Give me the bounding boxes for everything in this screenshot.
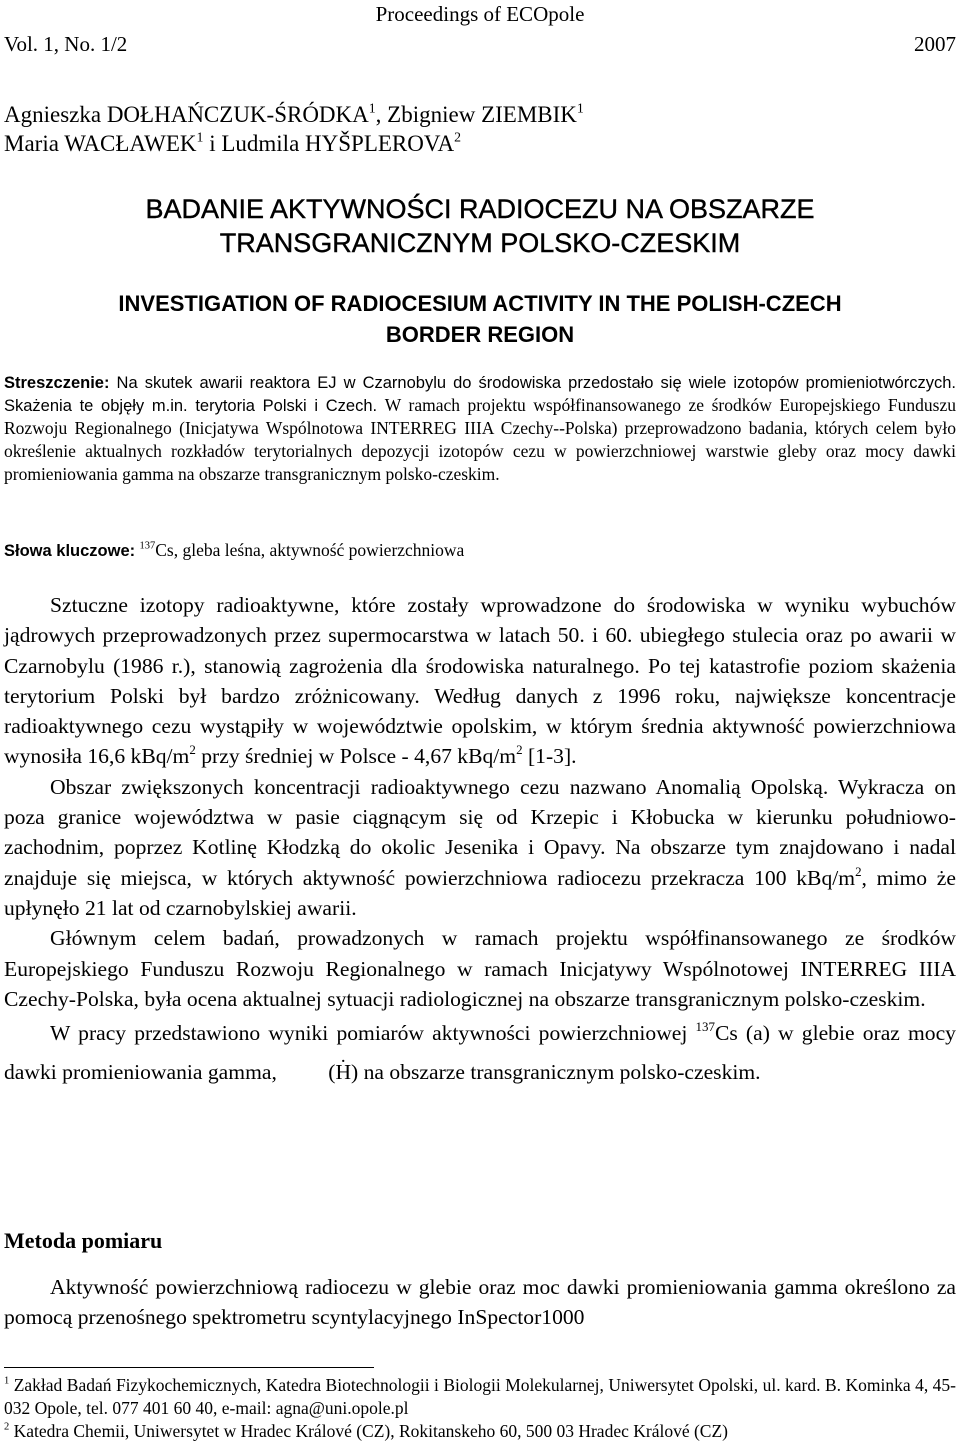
superscript: 2 [189,742,196,758]
footnote-mark: 1 [4,1375,10,1387]
paragraph: Głównym celem badań, prowadzonych w ramach projektu współfinansowanego ze środków Europejskiego Funduszu Rozwoju Regionalnego w ramach Inicjatywy Wspólnotowej INTERREG IIIA Czechy-Polska, była ocena aktualnej sytuacji radiologicznej na obszarze transgranicznym polsko-czeskim. [4,926,956,1011]
author-separator: , [375,102,388,127]
keywords-label: Słowa kluczowe: [4,542,136,560]
keywords [4,540,464,561]
superscript: 137 [695,1019,715,1035]
superscript: 2 [516,742,523,758]
title-english-line: BORDER REGION [385,322,575,347]
author-conjunction: i [203,131,222,156]
publication-year: 2007 [914,32,956,56]
abstract [4,372,956,486]
paragraph-text: [1-3]. [522,744,577,769]
footnote [4,1420,956,1443]
paragraph-text: Cs (a) w glebie oraz mocy dawki promieniowania gamma, [4,1021,956,1085]
paragraph-text: , mimo że upłynęło 21 lat od czarnobylskiej awarii. [4,865,956,920]
abstract-text-continued: W ramach projektu współfinansowanego ze środków Europejskiego Funduszu Rozwoju Regionalnego (Inicjatywa Wspólnotowa INTERREG IIIA Czechy--Polska) przeprowadzono badania, których celem było określenie aktualnych rozkładów terytorialnych depozycji izotopów cezu w powierzchniowej warstwie gleby oraz mocy dawki promieniowania gamma na obszarze transgranicznym polsko-czeskim. [4,395,956,484]
author-name: Agnieszka DOŁHAŃCZUK-ŚRÓDKA [4,102,369,127]
running-header [4,2,956,58]
paragraph-text: na obszarze transgranicznym polsko-czeskim. [358,1060,761,1085]
journal-name: Proceedings of ECOpole [375,2,585,26]
section-heading: Metoda pomiaru [4,1228,163,1253]
superscript: 2 [855,863,862,879]
title-english [4,288,956,350]
abstract-text: Na skutek awarii reaktora EJ w Czarnobylu do środowiska przedostało się wiele izotopów promieniotwórczych. Skażenia te objęły m.in. terytoria Polski i Czech. [4,374,956,415]
author-name: Maria WACŁAWEK [4,131,197,156]
footnote-text: Zakład Badań Fizykochemicznych, Katedra Biotechnologii i Biologii Molekularnej, Uniwersytet Opolski, ul. kard. B. Kominka 4, 45-032 Opole, tel. 077 401 60 40, e-mail: agna@uni.opole.pl [4,1375,956,1418]
paragraph: Aktywność powierzchniową radiocezu w glebie oraz moc dawki promieniowania gamma określono za pomocą przenośnego spektrometru scyntylacyjnego InSpector1000 [4,1275,956,1330]
footnote-mark: 2 [4,1421,10,1433]
affiliation-mark: 1 [368,100,376,116]
author-line-2 [4,129,584,158]
paragraph-text: Sztuczne izotopy radioaktywne, które zostały wprowadzone do środowiska w wyniku wybuchów jądrowych przeprowadzonych przez supermocarstwa w latach 50. i 60. ubiegłego stulecia oraz po awarii w Czarnobylu (1986 r.), stanowią zagrożenia dla środowiska naturalnego. Po tej katastrofie poziom skażenia terytorium Polski był bardzo zróżnicowany. Według danych z 1996 roku, największe koncentracje radioaktywnego cezu wystąpiły w województwie opolskim, w którym średnia aktywność powierzchniowa wynosiła 16,6 kBq/m [4,593,956,769]
paragraph-text: W pracy przedstawiono wyniki pomiarów aktywności powierzchniowej [50,1021,696,1046]
title-english-line: INVESTIGATION OF RADIOCESIUM ACTIVITY IN THE POLISH-CZECH [118,291,842,316]
affiliation-mark: 1 [576,100,584,116]
paragraph [4,772,956,923]
paragraph-text: Obszar zwiększonych koncentracji radioaktywnego cezu nazwano Anomalią Opolską. Wykracza on poza granice województwa w pasie ciągnącym się od Krzepic i Kłobucka w kierunku południowo-zachodnim, poprzez Kotlinę Kłodzką do okolic Jesenika i Opavy. Na obszarze tym znajdowano i nadal znajduje się miejsca, w których aktywność powierzchniowa radiocezu przekracza 100 kBq/m [4,774,956,890]
paragraph [4,590,956,772]
author-list [4,100,584,158]
dose-rate-symbol: · (H) [282,1053,358,1092]
affiliation-mark: 2 [454,129,462,145]
footnotes [4,1374,956,1443]
title-polish-line: BADANIE AKTYWNOŚCI RADIOCEZU NA OBSZARZE [145,194,815,224]
paragraph [4,1014,956,1092]
paragraph-text: przy średniej w Polsce - 4,67 kBq/m [195,744,517,769]
isotope-mass-number: 137 [139,540,156,552]
footnote-text: Katedra Chemii, Uniwersytet w Hradec Králové (CZ), Rokitanskeho 60, 500 03 Hradec Králové (CZ) [9,1421,728,1441]
volume-info: Vol. 1, No. 1/2 [4,32,128,56]
abstract-label: Streszczenie: [4,374,110,392]
affiliation-mark: 1 [196,129,204,145]
keywords-text: Cs, gleba leśna, aktywność powierzchniowa [155,540,465,560]
author-line-1 [4,100,584,129]
footnote-divider [4,1367,374,1368]
author-name: Ludmila HYŠPLEROVA [221,131,455,156]
method-section [4,1272,956,1333]
author-name: Zbigniew ZIEMBIK [387,102,577,127]
body-text [4,590,956,1092]
footnote [4,1374,956,1420]
title-polish-line: TRANSGRANICZNYM POLSKO-CZESKIM [219,228,741,258]
title-polish [4,192,956,260]
